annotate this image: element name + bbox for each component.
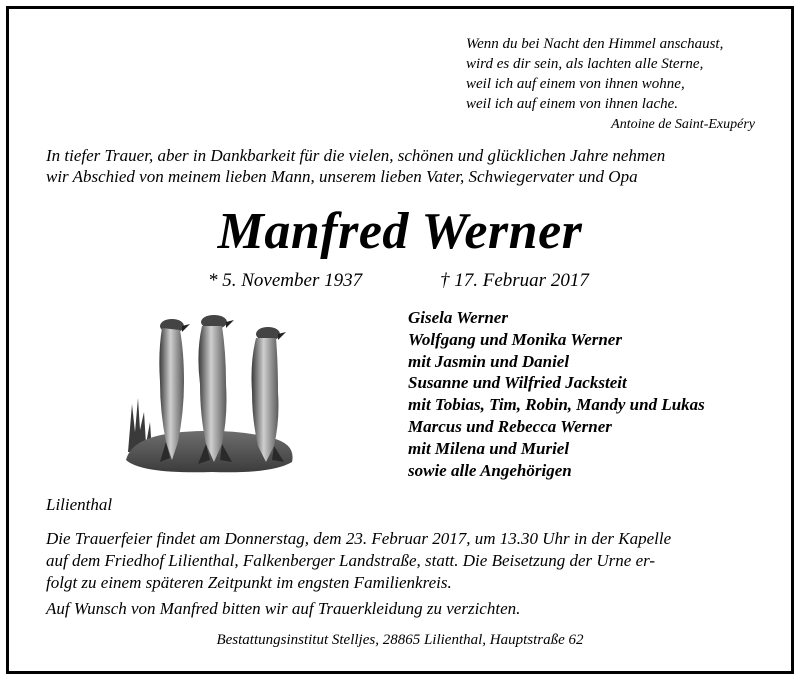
family-member: mit Milena und Muriel <box>408 438 570 458</box>
ceremony-line: auf dem Friedhof Lilienthal, Falkenberger Landstraße, statt. Die Beisetzung der Urne er- <box>46 551 656 570</box>
meerkats-illustration <box>122 312 300 478</box>
intro-line: wir Abschied von meinem lieben Mann, unserem lieben Vater, Schwiegervater und Opa <box>46 167 638 186</box>
family-member: mit Jasmin und Daniel <box>408 351 570 371</box>
funeral-home-footer: Bestattungsinstitut Stelljes, 28865 Lilienthal, Hauptstraße 62 <box>216 632 584 648</box>
deceased-name: Manfred Werner <box>217 203 583 260</box>
family-member: mit Tobias, Tim, Robin, Mandy und Lukas <box>408 395 705 415</box>
poem-line: weil ich auf einem von ihnen lache. <box>466 96 679 112</box>
place-name: Lilienthal <box>46 495 113 514</box>
poem-author: Antoine de Saint-Exupéry <box>611 117 755 132</box>
family-member: Susanne und Wilfried Jacksteit <box>408 373 627 393</box>
family-list <box>408 307 778 481</box>
death-date: † 17. Februar 2017 <box>440 270 589 291</box>
family-member: Wolfgang und Monika Werner <box>408 329 622 349</box>
family-member: Gisela Werner <box>408 308 508 327</box>
poem-quote <box>466 34 766 135</box>
poem-line: wird es dir sein, als lachten alle Sterne, <box>466 56 704 72</box>
family-member: Marcus und Rebecca Werner <box>408 416 612 436</box>
ceremony-text <box>46 528 761 594</box>
ceremony-line: folgt zu einem späteren Zeitpunkt im engsten Familienkreis. <box>46 573 452 592</box>
dress-request: Auf Wunsch von Manfred bitten wir auf Trauerkleidung zu verzichten. <box>46 599 521 618</box>
intro-text <box>46 145 761 187</box>
family-member: sowie alle Angehörigen <box>408 460 572 480</box>
poem-line: Wenn du bei Nacht den Himmel anschaust, <box>466 36 724 52</box>
poem-line: weil ich auf einem von ihnen wohne, <box>466 76 685 92</box>
ceremony-line: Die Trauerfeier findet am Donnerstag, dem 23. Februar 2017, um 13.30 Uhr in der Kapelle <box>46 529 672 548</box>
birth-date: * 5. November 1937 <box>208 270 363 291</box>
intro-line: In tiefer Trauer, aber in Dankbarkeit für die vielen, schönen und glücklichen Jahre nehmen <box>46 146 666 165</box>
